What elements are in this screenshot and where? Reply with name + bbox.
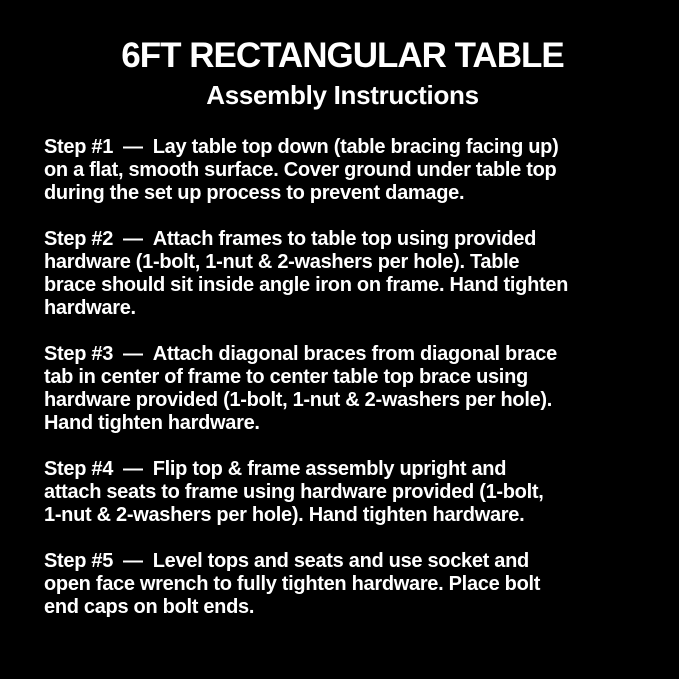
step-line: open face wrench to fully tighten hardware. Place bolt xyxy=(44,573,541,595)
step-line xyxy=(44,228,641,251)
step-line-text: Attach frames to table top using provided xyxy=(152,228,537,250)
step-4-label: Step #4 xyxy=(44,458,114,480)
em-dash: — xyxy=(123,343,143,365)
step-line: during the set up process to prevent damage. xyxy=(44,182,465,204)
step-line: hardware (1-bolt, 1-nut & 2-washers per hole). Table xyxy=(44,251,520,273)
step-4 xyxy=(44,458,641,527)
step-line: Hand tighten hardware. xyxy=(44,412,260,434)
step-2-label: Step #2 xyxy=(44,228,114,250)
step-line-text: Flip top & frame assembly upright and xyxy=(152,458,507,480)
step-line: hardware provided (1-bolt, 1-nut & 2-washers per hole). xyxy=(44,389,553,411)
em-dash: — xyxy=(123,550,143,572)
step-line: end caps on bolt ends. xyxy=(44,596,255,618)
step-line xyxy=(44,136,641,159)
step-3-label: Step #3 xyxy=(44,343,114,365)
step-line: tab in center of frame to center table top brace using xyxy=(44,366,528,388)
step-5 xyxy=(44,550,641,619)
em-dash: — xyxy=(123,228,143,250)
step-line: 1-nut & 2-washers per hole). Hand tighten hardware. xyxy=(44,504,525,526)
step-line: hardware. xyxy=(44,297,136,319)
page-title: 6FT RECTANGULAR TABLE xyxy=(121,36,564,75)
step-line xyxy=(44,343,641,366)
em-dash: — xyxy=(123,136,143,158)
step-5-label: Step #5 xyxy=(44,550,114,572)
em-dash: — xyxy=(123,458,143,480)
step-line-text: Level tops and seats and use socket and xyxy=(152,550,529,572)
step-1 xyxy=(44,136,641,205)
page-subtitle: Assembly Instructions xyxy=(206,80,479,110)
step-line xyxy=(44,458,641,481)
step-line: on a flat, smooth surface. Cover ground under table top xyxy=(44,159,557,181)
step-line xyxy=(44,550,641,573)
step-3 xyxy=(44,343,641,435)
step-line-text: Lay table top down (table bracing facing up) xyxy=(152,136,559,158)
step-line: attach seats to frame using hardware provided (1-bolt, xyxy=(44,481,544,503)
step-line-text: Attach diagonal braces from diagonal brace xyxy=(152,343,557,365)
steps-list xyxy=(44,136,641,619)
step-2 xyxy=(44,228,641,320)
step-line: brace should sit inside angle iron on frame. Hand tighten xyxy=(44,274,569,296)
step-1-label: Step #1 xyxy=(44,136,114,158)
